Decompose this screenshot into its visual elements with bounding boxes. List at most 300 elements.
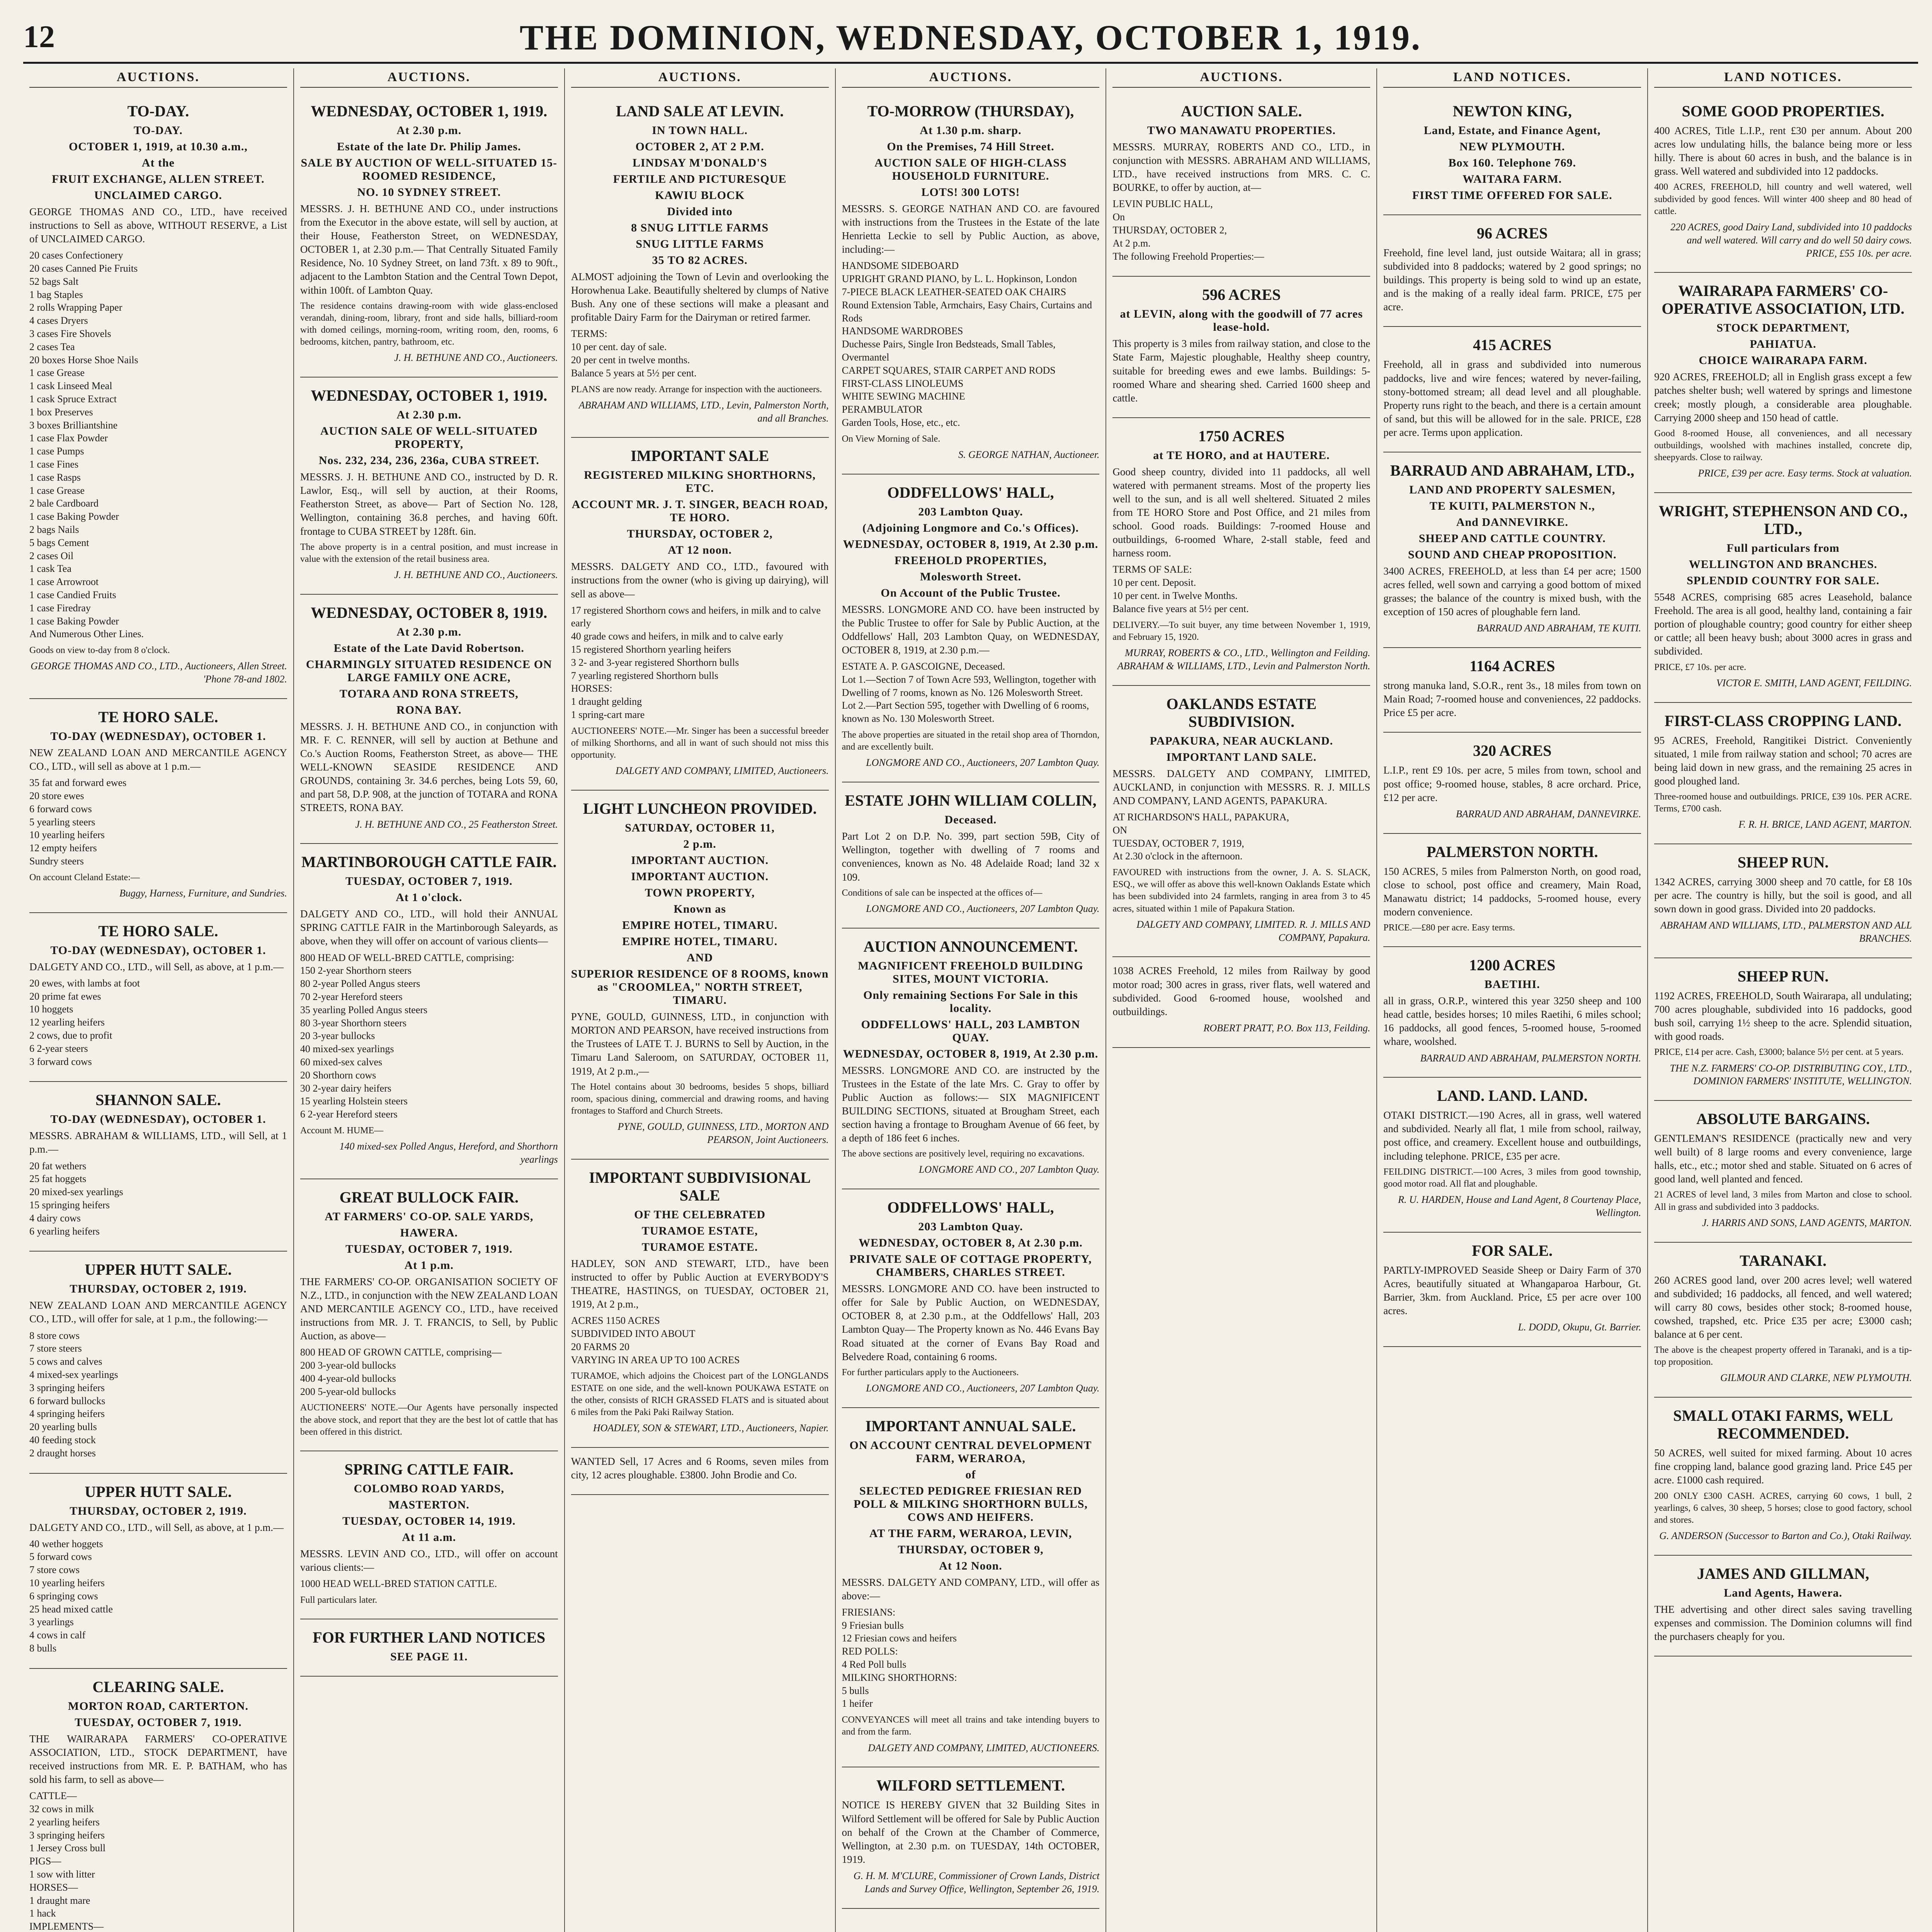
ad-subheading: AT 12 noon.	[668, 544, 732, 557]
list-item: 1 case Grease	[29, 367, 85, 379]
list-item: 6 2-year steers	[29, 1043, 88, 1054]
newspaper-page	[23, 15, 1918, 1932]
ad-note: For further particulars apply to the Auctioneers.	[842, 1367, 1019, 1378]
list-item: 7-PIECE BLACK LEATHER-SEATED OAK CHAIRS	[842, 286, 1066, 298]
ad-signature: MURRAY, ROBERTS & CO., LTD., Wellington and Feilding. ABRAHAM & WILLIAMS, LTD., Levin and Palmerston North.	[1117, 647, 1371, 672]
ad-list	[300, 1577, 558, 1590]
ad-note: PRICE, £7 10s. per acre.	[1654, 662, 1747, 672]
ad-subheading: 35 TO 82 ACRES.	[652, 254, 748, 267]
advertisement	[571, 1160, 829, 1448]
ad-note: Good 8-roomed House, all conveniences, and all necessary outbuildings, woolshed with machines installed, concrete dip, sheepyards. Close to railway.	[1654, 428, 1912, 463]
advertisement	[571, 791, 829, 1160]
ad-subheading: SHEEP AND CATTLE COUNTRY.	[1418, 532, 1606, 545]
ad-signature: ROBERT PRATT, P.O. Box 113, Feilding.	[1203, 1022, 1371, 1034]
ad-subheading: IMPORTANT LAND SALE.	[1166, 750, 1317, 764]
ad-body: OTAKI DISTRICT.—190 Acres, all in grass, well watered and subdivided. Nearly all flat, 1 mile from school, railway, post office, and creamery. Excellent house and outbuildings, including telephone. PRICE, £35 per acre.	[1383, 1109, 1641, 1162]
ad-body: MESSRS. J. H. BETHUNE AND CO., instructed by D. R. Lawlor, Esq., will sell by auction, at their Rooms, Featherston Street, as above— Part of Section No. 128, Wellington, containing 36.8 perches, and having 60ft. frontage to CUBA STREET by 128ft. 6in.	[300, 471, 558, 537]
ad-title: UPPER HUTT SALE.	[85, 1483, 232, 1500]
ad-title: WEDNESDAY, OCTOBER 1, 1919.	[311, 387, 548, 405]
list-item: 2 yearling heifers	[29, 1816, 100, 1828]
ad-body: PARTLY-IMPROVED Seaside Sheep or Dairy Farm of 370 Acres, beautifully situated at Whangaparoa Harbour, Gt. Barrier, 3km. from Auckland. Price, £5 per acre over 100 acres.	[1383, 1264, 1641, 1316]
list-item: 1 case Grease	[29, 485, 85, 496]
ad-signature: F. R. H. BRICE, LAND AGENT, MARTON.	[1738, 819, 1912, 830]
list-item: 10 yearling heifers	[29, 1577, 105, 1588]
ad-note: Three-roomed house and outbuildings. PRICE, £39 10s. PER ACRE. Terms, £700 cash.	[1654, 791, 1912, 814]
list-item: WHITE SEWING MACHINE	[842, 391, 965, 402]
list-item: 12 empty heifers	[29, 842, 97, 854]
ad-note: The above property is in a central position, and must increase in value with the extension of the retail business area.	[300, 542, 558, 564]
list-item: 35 yearling Polled Angus steers	[300, 1004, 428, 1015]
list-item: 1 case Baking Powder	[29, 511, 119, 522]
newspaper-title: THE DOMINION, WEDNESDAY, OCTOBER 1, 1919.	[519, 18, 1422, 57]
list-item: HANDSOME WARDROBES	[842, 325, 963, 337]
ad-title: LIGHT LUNCHEON PROVIDED.	[583, 800, 817, 818]
ad-note: 400 ACRES, FREEHOLD, hill country and well watered, well subdivided by good fences. Will winter 400 sheep and 80 head of cattle.	[1654, 182, 1912, 216]
advertisement	[1112, 418, 1370, 686]
ad-body: THE advertising and other direct sales saving travelling expenses and commission. The Dominion columns will find the purchasers cheaply for you.	[1654, 1603, 1912, 1643]
ad-title: SMALL OTAKI FARMS, WELL RECOMMENDED.	[1673, 1407, 1893, 1442]
ad-subheading: SELECTED PEDIGREE FRIESIAN RED POLL & MILKING SHORTHORN BULLS, COWS AND HEIFERS.	[854, 1484, 1088, 1524]
ad-title: BARRAUD AND ABRAHAM, LTD.,	[1390, 462, 1634, 480]
list-item: 1 cask Tea	[29, 563, 71, 575]
ad-title: FOR FURTHER LAND NOTICES	[313, 1629, 546, 1646]
ad-subheading: COLOMBO ROAD YARDS,	[354, 1482, 504, 1495]
ad-title: SHEEP RUN.	[1737, 854, 1829, 871]
ad-subheading: STOCK DEPARTMENT,	[1716, 321, 1850, 335]
list-item: UPRIGHT GRAND PIANO, by L. L. Hopkinson, London	[842, 273, 1077, 285]
list-item: 5 bulls	[842, 1685, 869, 1696]
list-item: VARYING IN AREA UP TO 100 ACRES	[571, 1354, 740, 1366]
ad-subheading: TUESDAY, OCTOBER 7, 1919.	[345, 875, 513, 888]
ad-subheading: RONA BAY.	[396, 703, 462, 716]
list-item: 1 Jersey Cross bull	[29, 1842, 106, 1854]
ad-signature: 140 mixed-sex Polled Angus, Hereford, and Shorthorn yearlings	[339, 1141, 558, 1165]
list-item: 10 yearling heifers	[29, 829, 105, 841]
ad-subheading: EMPIRE HOTEL, TIMARU.	[622, 919, 778, 932]
column-heading: LAND NOTICES.	[1654, 68, 1912, 88]
ad-body: 400 ACRES, Title L.I.P., rent £30 per annum. About 200 acres low undulating hills, the balance being more or less hilly. There is about 60 acres in bush, and the balance is in grass. Well watered and subdivided into 12 paddocks.	[1654, 125, 1912, 177]
ad-signature: GEORGE THOMAS AND CO., LTD., Auctioneers, Allen Street. 'Phone 78-and 1802.	[31, 660, 287, 685]
ad-note: PLANS are now ready. Arrange for inspection with the auctioneers.	[571, 384, 822, 395]
ad-title: PALMERSTON NORTH.	[1426, 843, 1598, 861]
ad-body: WANTED Sell, 17 Acres and 6 Rooms, seven miles from city, 12 acres ploughable. £3800. John Brodie and Co.	[571, 1455, 829, 1481]
masthead	[23, 15, 1918, 64]
list-item: At 2 p.m.	[1112, 237, 1151, 249]
list-item: 4 cases Dryers	[29, 315, 88, 327]
advertisement	[300, 595, 558, 844]
ad-subheading: CHOICE WAIRARAPA FARM.	[1699, 354, 1867, 367]
advertisement	[1383, 947, 1641, 1078]
list-item: 3 springing heifers	[29, 1382, 105, 1393]
ad-list	[29, 1160, 287, 1238]
ad-subheading: 2 p.m.	[683, 838, 716, 851]
ad-list	[842, 1606, 1100, 1710]
advertisement	[29, 1669, 287, 1932]
ad-title: ABSOLUTE BARGAINS.	[1696, 1110, 1870, 1128]
ad-title: 1200 ACRES	[1469, 956, 1556, 974]
list-item: 1 box Preserves	[29, 406, 93, 418]
ad-title: IMPORTANT SUBDIVISIONAL SALE	[589, 1168, 811, 1204]
ad-subheading: Molesworth Street.	[920, 570, 1022, 583]
list-item: 20 3-year bullocks	[300, 1030, 375, 1042]
ad-signature: J. H. BETHUNE AND CO., 25 Featherston Street.	[355, 818, 558, 830]
list-item: And Numerous Other Lines.	[29, 628, 144, 640]
ad-list	[1112, 811, 1370, 863]
list-item: 17 registered Shorthorn cows and heifers, in milk and to calve early	[571, 604, 821, 629]
ad-title: JAMES AND GILLMAN,	[1697, 1565, 1869, 1582]
advertisement	[1654, 93, 1912, 273]
advertisement	[1383, 834, 1641, 947]
ad-title: ODDFELLOWS' HALL,	[887, 1199, 1054, 1216]
list-item: 20 fat wethers	[29, 1160, 87, 1172]
ad-title: 1750 ACRES	[1198, 427, 1285, 445]
ad-title: TE HORO SALE.	[98, 708, 218, 726]
ad-body: Good sheep country, divided into 11 paddocks, all well watered with permanent streams. Most of the property lies well to the sun, and is all well sheltered. Situated 2 miles from TE HORO Store and Post Office, and 21 miles from school. Good roads. Buildings: 7-roomed House and outbuildings, 6-roomed Whare, 2-stall stable, feed and harness room.	[1112, 466, 1371, 559]
list-item: 1 heifer	[842, 1698, 873, 1709]
ad-body: Part Lot 2 on D.P. No. 399, part section 59B, City of Wellington, together with dwelling of 7 rooms and conveniences, known as No. 48 Adelaide Road; land 32 x 109.	[842, 830, 1100, 883]
advertisement	[1654, 273, 1912, 493]
list-item: Duchesse Pairs, Single Iron Bedsteads, Small Tables, Overmantel	[842, 338, 1056, 363]
ad-list	[29, 1537, 287, 1655]
list-item: 20 cases Canned Pie Fruits	[29, 263, 138, 274]
list-item: 1 case Pumps	[29, 446, 84, 457]
list-item: 200 3-year-old bullocks	[300, 1359, 396, 1371]
list-item: 1 case Candied Fruits	[29, 589, 116, 600]
list-item: 1 case Firedray	[29, 602, 91, 614]
list-item: 20 Shorthorn cows	[300, 1069, 376, 1081]
list-item: 40 feeding stock	[29, 1434, 96, 1446]
list-item: 12 Friesian cows and heifers	[842, 1633, 957, 1644]
ad-signature: L. DODD, Okupu, Gt. Barrier.	[1518, 1321, 1641, 1333]
ad-list	[1112, 563, 1370, 615]
list-item: 2 bale Cardboard	[29, 498, 99, 509]
list-item: 15 springing heifers	[29, 1199, 110, 1211]
advertisement	[842, 1189, 1100, 1408]
ad-body: 5548 ACRES, comprising 685 acres Leasehold, balance Freehold. The area is all good, healthy land, containing a fair portion of ploughable country; good country for either sheep or cattle; all been heavy bush; about 3000 acres in grass and subdivided.	[1654, 591, 1912, 657]
ad-subheading: SATURDAY, OCTOBER 11,	[625, 821, 775, 835]
ad-title: GREAT BULLOCK FAIR.	[339, 1188, 519, 1206]
advertisement	[1112, 93, 1370, 277]
list-item: 4 springing heifers	[29, 1408, 105, 1420]
ad-subheading: PRIVATE SALE OF COTTAGE PROPERTY, CHAMBERS, CHARLES STREET.	[849, 1253, 1092, 1279]
list-item: 20 per cent in twelve months.	[571, 354, 690, 366]
list-item: 7 yearling registered Shorthorn bulls	[571, 670, 718, 681]
list-item: 32 cows in milk	[29, 1803, 94, 1815]
list-item: 10 hoggets	[29, 1003, 73, 1015]
ad-signature: HOADLEY, SON & STEWART, LTD., Auctioneers, Napier.	[593, 1422, 829, 1434]
list-item: 1 draught mare	[29, 1895, 90, 1906]
ad-title: IMPORTANT ANNUAL SALE.	[865, 1417, 1076, 1435]
ad-title: UPPER HUTT SALE.	[85, 1261, 232, 1279]
ad-body: 920 ACRES, FREEHOLD; all in English grass except a few patches shelter bush; well watered by springs and limestone creek; mostly plough, a considerable area ploughable. Carrying 2000 sheep and 150 head of cattle.	[1654, 371, 1912, 423]
list-item: TUESDAY, OCTOBER 7, 1919,	[1112, 837, 1244, 849]
list-item: The following Freehold Properties:—	[1112, 250, 1264, 262]
list-item: 2 cows, due to profit	[29, 1030, 112, 1041]
ad-subheading: SALE BY AUCTION OF WELL-SITUATED 15-ROOMED RESIDENCE,	[301, 156, 558, 182]
ad-subheading: THURSDAY, OCTOBER 2, 1919.	[70, 1282, 247, 1296]
column-3	[565, 68, 836, 1932]
ad-signature: ABRAHAM AND WILLIAMS, LTD., PALMERSTON AND ALL BRANCHES.	[1660, 920, 1912, 944]
ad-signature: DALGETY AND COMPANY, LIMITED, AUCTIONEERS.	[868, 1742, 1100, 1753]
advertisement	[29, 913, 287, 1082]
ad-subheading: At 12 Noon.	[939, 1559, 1002, 1572]
ad-subheading: IN TOWN HALL.	[652, 124, 748, 137]
ad-signature: LONGMORE AND CO., Auctioneers, 207 Lambton Quay.	[866, 757, 1100, 769]
list-item: 20 yearling bulls	[29, 1421, 97, 1433]
list-item: 10 per cent. day of sale.	[571, 341, 667, 353]
ad-body: MESSRS. DALGETY AND COMPANY, LIMITED, AUCKLAND, in conjunction with MESSRS. R. J. MILLS AND COMPANY, LAND AGENTS, PAPAKURA.	[1112, 767, 1371, 806]
list-item: Sundry steers	[29, 855, 84, 867]
list-item: 1 cask Spruce Extract	[29, 393, 117, 405]
ad-body: This property is 3 miles from railway station, and close to the State Farm, Majestic ploughable, Healthy sheep country, suitable for breeding ewes and ewe lambs. Buildings: 5-roomed Whare and shearing shed. Carried 1600 sheep and cattle.	[1112, 338, 1371, 404]
ad-subheading: WELLINGTON AND BRANCHES.	[1689, 558, 1878, 571]
ad-body: DALGETY AND CO., LTD., will Sell, as above, at 1 p.m.—	[29, 1521, 284, 1533]
column-7	[1648, 68, 1918, 1932]
list-item: Balance five years at 5½ per cent.	[1112, 603, 1249, 614]
list-item: 1 bag Staples	[29, 289, 83, 300]
ad-subheading: TUESDAY, OCTOBER 14, 1919.	[342, 1514, 516, 1527]
ad-subheading: TURAMOE ESTATE,	[641, 1224, 758, 1237]
ad-subheading: AND	[687, 951, 713, 964]
ad-subheading: AT THE FARM, WERAROA, LEVIN,	[869, 1527, 1072, 1540]
column-heading: AUCTIONS.	[29, 68, 287, 88]
ad-body: MESSRS. MURRAY, ROBERTS AND CO., LTD., in conjunction with MESSRS. ABRAHAM AND WILLIAMS, LTD., have received instructions from MRS. C. C. BOURKE, to offer by auction, at—	[1112, 141, 1371, 194]
ad-signature: LONGMORE AND CO., Auctioneers, 207 Lambton Quay.	[866, 903, 1100, 914]
ad-note: AUCTIONEERS' NOTE.—Our Agents have personally inspected the above stock, and report that they are the best lot of cattle that has been offered in this district.	[300, 1403, 558, 1437]
ad-subheading: At 2.30 p.m.	[396, 124, 462, 137]
ad-note: CONVEYANCES will meet all trains and take intending buyers to and from the farm.	[842, 1715, 1100, 1737]
ad-subheading: WEDNESDAY, OCTOBER 8, At 2.30 p.m.	[859, 1236, 1083, 1250]
ad-subheading: MORTON ROAD, CARTERTON.	[68, 1699, 248, 1713]
ad-subheading: TUESDAY, OCTOBER 7, 1919.	[75, 1716, 242, 1729]
ad-subheading: Estate of the Late David Robertson.	[333, 641, 524, 655]
ad-subheading: TOWN PROPERTY,	[645, 886, 755, 900]
ad-title: SPRING CATTLE FAIR.	[344, 1460, 514, 1478]
list-item: 1000 HEAD WELL-BRED STATION CATTLE.	[300, 1578, 497, 1590]
ad-signature: R. U. HARDEN, House and Land Agent, 8 Courtenay Place, Wellington.	[1398, 1194, 1641, 1218]
list-item: 6 2-year Hereford steers	[300, 1109, 398, 1120]
list-item: 400 4-year-old bullocks	[300, 1372, 396, 1384]
ad-body: DALGETY AND CO., LTD., will Sell, as above, at 1 p.m.—	[29, 961, 284, 973]
list-item: AT RICHARDSON'S HALL, PAPAKURA,	[1112, 811, 1289, 823]
ad-body: HADLEY, SON AND STEWART, LTD., have been instructed to offer by Public Auction at EVERYBODY'S THEATRE, HASTINGS, on TUESDAY, OCTOBER 21, 1919, At 2 p.m.,	[571, 1257, 829, 1310]
ad-subheading: SPLENDID COUNTRY FOR SALE.	[1687, 574, 1880, 587]
ad-signature: Buggy, Harness, Furniture, and Sundries.	[119, 887, 287, 899]
list-item: 20 cases Confectionery	[29, 250, 123, 261]
ad-subheading: TO-DAY (WEDNESDAY), OCTOBER 1.	[50, 730, 266, 743]
ad-subheading: WEDNESDAY, OCTOBER 8, 1919, At 2.30 p.m.	[843, 537, 1099, 551]
advertisement	[300, 1619, 558, 1677]
ad-subheading: At the	[141, 156, 175, 169]
column-5	[1106, 68, 1377, 1932]
list-item: PERAMBULATOR	[842, 404, 923, 415]
ad-signature: G. ANDERSON (Successor to Barton and Co.), Otaki Railway.	[1659, 1530, 1912, 1542]
advertisement	[1654, 1243, 1912, 1398]
advertisement	[29, 93, 287, 699]
ad-body: MESSRS. DALGETY AND COMPANY, LTD., will offer as above:—	[842, 1576, 1100, 1602]
ad-body: 1192 ACRES, FREEHOLD, South Wairarapa, all undulating; 700 acres ploughable, subdivided into 16 paddocks, good bush soil, carrying 1½ sheep to the acre. Splendid situation, with good roads.	[1654, 990, 1912, 1043]
list-item: 2 cases Tea	[29, 341, 75, 352]
list-item: ESTATE A. P. GASCOIGNE, Deceased.	[842, 661, 1005, 672]
ad-subheading: EMPIRE HOTEL, TIMARU.	[622, 935, 778, 948]
advertisement	[842, 929, 1100, 1190]
list-item: MILKING SHORTHORNS:	[842, 1672, 957, 1683]
list-item: 6 yearling heifers	[29, 1225, 100, 1237]
ad-body: MESSRS. J. H. BETHUNE AND CO., under instructions from the Executor in the above estate, will sell by auction, at their House, Featherston Street, on WEDNESDAY, OCTOBER 1, at 2.30 p.m.— That Centrally Situated Family Residence, No. 10 Sydney Street, on land 73ft. x 89 to 90ft., adjacent to the Lambton Station and the Central Town Depot, within 100ft. of Lambton Quay.	[300, 203, 558, 296]
advertisement	[842, 782, 1100, 928]
ad-signature: BARRAUD AND ABRAHAM, PALMERSTON NORTH.	[1420, 1052, 1641, 1064]
list-item: 5 forward cows	[29, 1551, 92, 1563]
advertisement	[842, 93, 1100, 474]
ad-signature: GILMOUR AND CLARKE, NEW PLYMOUTH.	[1720, 1372, 1912, 1384]
column-heading: AUCTIONS.	[842, 68, 1100, 88]
column-1	[23, 68, 294, 1932]
list-item: 40 grade cows and heifers, in milk and to calve early	[571, 631, 784, 642]
advertisement	[1654, 844, 1912, 958]
columns	[23, 68, 1918, 1932]
ad-subheading: WEDNESDAY, OCTOBER 8, 1919, At 2.30 p.m.	[843, 1047, 1099, 1060]
ad-subheading: Land, Estate, and Finance Agent,	[1423, 124, 1601, 137]
list-item: ACRES 1150 ACRES	[571, 1315, 660, 1327]
list-item: CATTLE—	[29, 1790, 77, 1802]
ad-subheading: THURSDAY, OCTOBER 2,	[627, 527, 773, 541]
ad-title: CLEARING SALE.	[92, 1678, 224, 1696]
ad-subheading: IMPORTANT AUCTION.	[631, 854, 769, 867]
list-item: TERMS:	[571, 328, 607, 340]
ad-title: 96 ACRES	[1477, 224, 1548, 242]
ad-body: Freehold, fine level land, just outside Waitara; all in grass; subdivided into 8 paddocks; watered by 2 good springs; no buildings. This property is being sold to wind up an estate, and is the making of a really ideal farm. PRICE, £75 per acre.	[1383, 247, 1641, 313]
ad-note: 200 ONLY £300 CASH. ACRES, carrying 60 cows, 1 bull, 2 yearlings, 6 calves, 30 sheep, 5 horses; close to good factory, school and stores.	[1654, 1491, 1912, 1525]
list-item: 20 FARMS 20	[571, 1341, 629, 1352]
ad-subheading: HAWERA.	[400, 1226, 458, 1239]
list-item: HANDSOME SIDEBOARD	[842, 260, 959, 272]
list-item: 20 store ewes	[29, 790, 84, 801]
ad-note: PRICE, £14 per acre. Cash, £3000; balance 5½ per cent. at 5 years.	[1654, 1047, 1904, 1058]
ad-subheading: PAPAKURA, NEAR AUCKLAND.	[1150, 734, 1333, 747]
ad-subheading: On Account of the Public Trustee.	[881, 586, 1061, 599]
ad-subheading: TOTARA AND RONA STREETS,	[339, 687, 519, 700]
list-item: 4 cows in calf	[29, 1629, 86, 1641]
ad-subheading: ON ACCOUNT CENTRAL DEVELOPMENT FARM, WERAROA,	[849, 1439, 1092, 1465]
list-item: IMPLEMENTS—	[29, 1921, 104, 1932]
ad-title: FIRST-CLASS CROPPING LAND.	[1665, 712, 1902, 730]
ad-subheading: LOTS! 300 LOTS!	[921, 186, 1020, 199]
ad-list	[29, 249, 287, 641]
ad-subheading: ACCOUNT MR. J. T. SINGER, BEACH ROAD, TE HORO.	[571, 498, 828, 524]
list-item: 10 per cent. Deposit.	[1112, 577, 1196, 588]
ad-subheading: IMPORTANT AUCTION.	[631, 870, 769, 883]
list-item: 1 case Arrowroot	[29, 576, 99, 588]
advertisement	[1383, 93, 1641, 215]
list-item: 25 head mixed cattle	[29, 1603, 113, 1615]
list-item: 1 case Flax Powder	[29, 432, 108, 444]
ad-subheading: THURSDAY, OCTOBER 9,	[898, 1543, 1044, 1556]
ad-subheading: NO. 10 SYDNEY STREET.	[357, 186, 501, 199]
ad-signature: THE N.Z. FARMERS' CO-OP. DISTRIBUTING COY., LTD., DOMINION FARMERS' INSTITUTE, WELLINGTON.	[1670, 1062, 1912, 1087]
column-heading: AUCTIONS.	[571, 68, 829, 88]
ad-title: WEDNESDAY, OCTOBER 1, 1919.	[311, 102, 548, 120]
ad-subheading: OCTOBER 1, 1919, at 10.30 a.m.,	[68, 140, 248, 153]
ad-subheading: SNUG LITTLE FARMS	[636, 238, 764, 250]
advertisement	[1112, 277, 1370, 418]
ad-note: Account M. HUME—	[300, 1125, 384, 1136]
ad-body: 150 ACRES, 5 miles from Palmerston North, on good road, close to school, post office and creamery, Main Road, Manawatu district; 14 paddocks, 5-roomed house, every modern convenience.	[1383, 865, 1641, 918]
ad-title: IMPORTANT SALE	[631, 447, 769, 465]
ad-signature: J. HARRIS AND SONS, LAND AGENTS, MARTON.	[1702, 1217, 1912, 1228]
advertisement	[1654, 958, 1912, 1101]
advertisement	[29, 699, 287, 913]
ad-note: TURAMOE, which adjoins the Choicest part of the LONGLANDS ESTATE on one side, and the well-known POUKAWA ESTATE on the other, consists of RICH GRASSED FLATS and is situated about 6 miles from the Paki Paki Railway Station.	[571, 1371, 829, 1417]
ad-title: TE HORO SALE.	[98, 922, 218, 940]
ad-title: MARTINBOROUGH CATTLE FAIR.	[301, 853, 557, 871]
list-item: TERMS OF SALE:	[1112, 564, 1192, 575]
ad-list	[29, 1789, 287, 1932]
ad-subheading: At 2.30 p.m.	[396, 408, 462, 422]
ad-title: WAIRARAPA FARMERS' CO-OPERATIVE ASSOCIATION, LTD.	[1662, 282, 1905, 318]
list-item: RED POLLS:	[842, 1646, 898, 1657]
ad-note: 21 ACRES of level land, 3 miles from Marton and close to school. All in grass and subdivided into 3 paddocks.	[1654, 1190, 1912, 1212]
ad-title: NEWTON KING,	[1452, 102, 1572, 120]
advertisement	[571, 1448, 829, 1495]
ad-body: MESSRS. ABRAHAM & WILLIAMS, LTD., will Sell, at 1 p.m.—	[29, 1130, 287, 1155]
list-item: 5 bags Cement	[29, 537, 89, 548]
list-item: Lot 1.—Section 7 of Town Acre 593, Wellington, together with Dwelling of 7 rooms, known as No. 126 Molesworth Street.	[842, 673, 1096, 698]
ad-note: The residence contains drawing-room with wide glass-enclosed verandah, dining-room, library, front and side halls, billiard-room with domed ceilings, morning-room, writing room, den, rooms, 6 bedrooms, kitchen, pantry, bathroom, etc.	[300, 301, 558, 347]
ad-note: The above is the cheapest property offered in Taranaki, and is a tip-top proposition.	[1654, 1345, 1912, 1367]
ad-note: Conditions of sale can be inspected at the offices of—	[842, 888, 1043, 898]
ad-body: GEORGE THOMAS AND CO., LTD., have received instructions to Sell as above, WITHOUT RESERVE, a List of UNCLAIMED CARGO.	[29, 206, 287, 245]
ad-title: TO-MORROW (THURSDAY),	[867, 102, 1074, 120]
ad-subheading: TO-DAY (WEDNESDAY), OCTOBER 1.	[50, 1113, 266, 1126]
advertisement	[1383, 733, 1641, 833]
ad-list	[842, 259, 1100, 429]
ad-subheading: Only remaining Sections For Sale in this locality.	[863, 988, 1078, 1015]
advertisement	[1654, 1398, 1912, 1556]
list-item: 5 yearling steers	[29, 816, 95, 828]
list-item: 25 fat hoggets	[29, 1173, 87, 1185]
ad-subheading: At 1.30 p.m. sharp.	[920, 124, 1022, 137]
ad-body: THE FARMERS' CO-OP. ORGANISATION SOCIETY OF N.Z., LTD., in conjunction with the NEW ZEALAND LOAN AND MERCANTILE AGENCY CO., LTD., have received instructions from MR. J. T. FRANCIS, to Sell, by Public Auction, as above—	[300, 1276, 558, 1342]
list-item: LEVIN PUBLIC HALL,	[1112, 198, 1213, 210]
ad-body: THE WAIRARAPA FARMERS' CO-OPERATIVE ASSOCIATION, LTD., STOCK DEPARTMENT, have received instructions from MR. E. P. BATHAM, who has sold his farm, to sell as above—	[29, 1733, 287, 1786]
page-number: 12	[23, 19, 55, 54]
list-item: 6 forward cows	[29, 803, 92, 815]
list-item: 4 Red Poll bulls	[842, 1659, 906, 1670]
list-item: Garden Tools, Hose, etc., etc.	[842, 417, 960, 428]
ad-signature: J. H. BETHUNE AND CO., Auctioneers.	[394, 352, 558, 364]
ad-subheading: SUPERIOR RESIDENCE OF 8 ROOMS, known as "CROOMLEA," NORTH STREET, TIMARU.	[571, 968, 829, 1007]
ad-subheading: FERTILE AND PICTURESQUE	[613, 173, 787, 185]
ad-subheading: OCTOBER 2, AT 2 P.M.	[635, 140, 764, 153]
ad-title: WEDNESDAY, OCTOBER 8, 1919.	[311, 604, 548, 621]
list-item: 35 fat and forward ewes	[29, 777, 127, 789]
list-item: 20 mixed-sex yearlings	[29, 1186, 123, 1198]
advertisement	[842, 1767, 1100, 1908]
list-item: 3 yearlings	[29, 1616, 74, 1628]
ad-title: LAND. LAND. LAND.	[1437, 1087, 1588, 1105]
ad-subheading: SEE PAGE 11.	[390, 1650, 468, 1663]
ad-title: SHANNON SALE.	[95, 1091, 221, 1109]
ad-subheading: TE KUITI, PALMERSTON N.,	[1429, 500, 1595, 513]
ad-title: SHEEP RUN.	[1737, 967, 1829, 985]
ad-title: FOR SALE.	[1472, 1242, 1553, 1259]
ad-subheading: WAITARA FARM.	[1463, 173, 1562, 185]
ad-signature: 220 ACRES, good Dairy Land, subdivided into 10 paddocks and well watered. Will carry and do well 50 dairy cows. PRICE, £55 10s. per acre.	[1670, 221, 1912, 259]
ad-subheading: TWO MANAWATU PROPERTIES.	[1147, 124, 1336, 137]
ad-body: MESSRS. LONGMORE AND CO. are instructed by the Trustees in the Estate of the late Mrs. C. Gray to offer by Public Auction as follows:— SIX MAGNIFICENT BUILDING SECTIONS, situated at Brougham Street, each section having a frontage to Brougham Avenue of 66 feet, by a depth of 186 feet 6 inches.	[842, 1064, 1100, 1144]
list-item: 1 cask Linseed Meal	[29, 380, 112, 392]
ad-subheading: And DANNEVIRKE.	[1456, 516, 1568, 529]
